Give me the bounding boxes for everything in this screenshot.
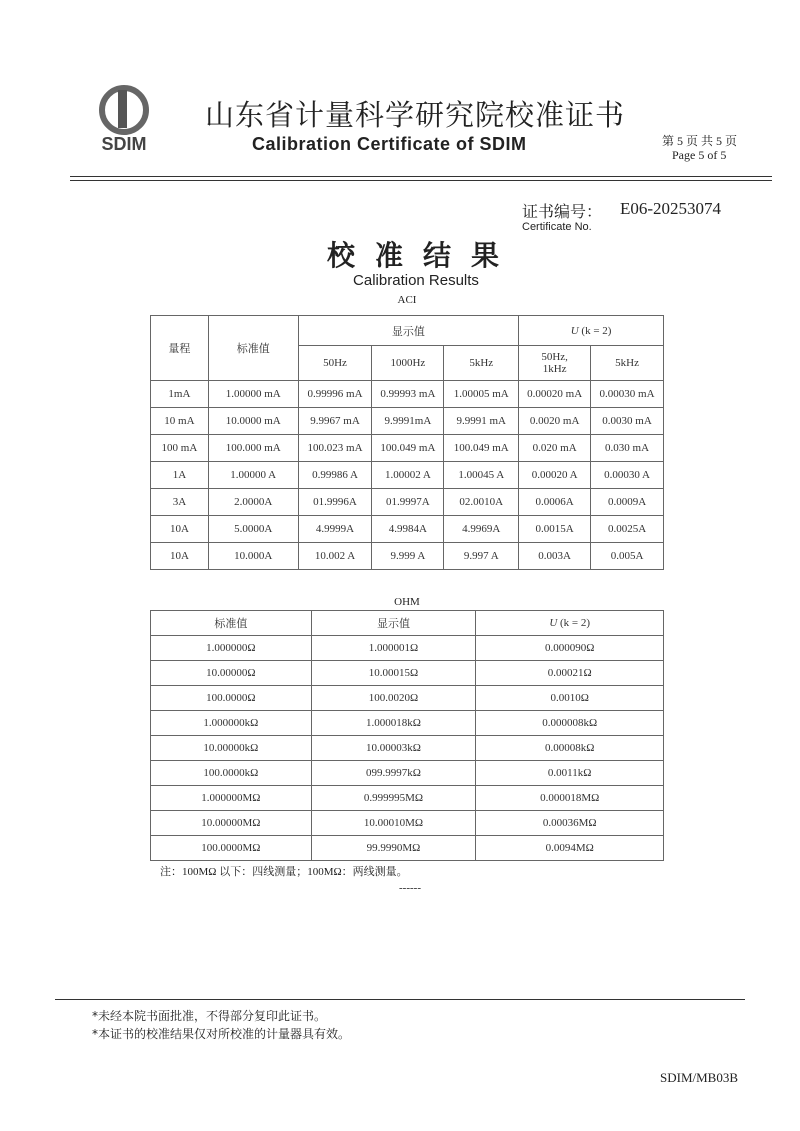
table-row [151, 408, 664, 435]
table-cell: 10.00010MΩ [311, 811, 476, 836]
footer-divider [55, 999, 745, 1000]
table-row [151, 516, 664, 543]
table-cell: 1.000000Ω [151, 636, 312, 661]
certificate-title-en: Calibration Certificate of SDIM [252, 134, 527, 154]
table-cell: 0.00030 mA [591, 381, 664, 408]
u-symbol: U [549, 617, 558, 629]
header-50hz: 50Hz [298, 346, 372, 381]
ohm-caption: OHM [394, 596, 420, 608]
sdim-logo [92, 84, 156, 154]
table-cell: 10A [151, 516, 209, 543]
table-cell: 9.9991 mA [444, 408, 519, 435]
table-row [151, 711, 664, 736]
table-row [151, 836, 664, 861]
table-cell: 10.00000MΩ [151, 811, 312, 836]
ohm-note: 注：100MΩ 以下：四线测量；100MΩ：两线测量。 [160, 866, 408, 878]
table-cell: 1.000001Ω [311, 636, 476, 661]
table-cell: 9.9967 mA [298, 408, 372, 435]
table-cell: 0.00020 mA [519, 381, 591, 408]
header-u-50hz-1khz: 50Hz, 1kHz [519, 346, 591, 381]
table-cell: 0.000008kΩ [476, 711, 664, 736]
table-row [151, 381, 664, 408]
header-standard: 标准值 [151, 611, 312, 636]
header-standard: 标准值 [208, 316, 298, 381]
aci-table [150, 315, 664, 570]
header-u-5khz: 5kHz [591, 346, 664, 381]
table-cell: 0.0010Ω [476, 686, 664, 711]
table-row [151, 686, 664, 711]
table-cell: 100.0000Ω [151, 686, 312, 711]
table-cell: 0.0020 mA [519, 408, 591, 435]
table-cell: 01.9997A [372, 489, 444, 516]
table-cell: 0.000018MΩ [476, 786, 664, 811]
table-cell: 01.9996A [298, 489, 372, 516]
page-number-en: Page 5 of 5 [672, 148, 727, 162]
header-divider [70, 180, 772, 181]
table-cell: 0.00008kΩ [476, 736, 664, 761]
table-cell: 1.00000 mA [208, 381, 298, 408]
header-display: 显示值 [298, 316, 519, 346]
table-cell: 1.000000kΩ [151, 711, 312, 736]
header-uncertainty [476, 611, 664, 636]
table-cell: 0.0025A [591, 516, 664, 543]
table-row [151, 435, 664, 462]
table-cell: 100.0020Ω [311, 686, 476, 711]
table-cell: 0.00021Ω [476, 661, 664, 686]
header-5khz: 5kHz [444, 346, 519, 381]
table-cell: 0.99986 A [298, 462, 372, 489]
header-divider [70, 176, 772, 177]
certificate-title-cn: 山东省计量科学研究院校准证书 [205, 98, 626, 132]
end-mark: ------ [399, 882, 421, 894]
k-factor: (k = 2) [581, 324, 612, 337]
table-cell: 9.9991mA [372, 408, 444, 435]
page-number-cn: 第 5 页 共 5 页 [662, 134, 738, 148]
header-1000hz: 1000Hz [372, 346, 444, 381]
table-row [151, 489, 664, 516]
table-cell: 0.030 mA [591, 435, 664, 462]
table-cell: 9.999 A [372, 543, 444, 570]
table-cell: 10.000A [208, 543, 298, 570]
table-cell: 0.0006A [519, 489, 591, 516]
table-cell: 1A [151, 462, 209, 489]
table-cell: 100.023 mA [298, 435, 372, 462]
table-cell: 100.049 mA [372, 435, 444, 462]
table-row [151, 761, 664, 786]
table-cell: 100.0000kΩ [151, 761, 312, 786]
table-row [151, 786, 664, 811]
u-symbol: U [570, 324, 579, 337]
table-cell: 0.020 mA [519, 435, 591, 462]
footer-note-1: *未经本院书面批准，不得部分复印此证书。 [92, 1009, 327, 1023]
table-cell: 100.049 mA [444, 435, 519, 462]
table-cell: 0.0015A [519, 516, 591, 543]
header-uncertainty [519, 316, 664, 346]
table-cell: 0.00030 A [591, 462, 664, 489]
table-cell: 0.0094MΩ [476, 836, 664, 861]
table-cell: 1mA [151, 381, 209, 408]
table-row [151, 462, 664, 489]
table-cell: 4.9969A [444, 516, 519, 543]
table-cell: 0.999995MΩ [311, 786, 476, 811]
table-row [151, 543, 664, 570]
table-cell: 2.0000A [208, 489, 298, 516]
certificate-no-label-en: Certificate No. [522, 221, 592, 233]
table-cell: 100.0000MΩ [151, 836, 312, 861]
table-cell: 10.0000 mA [208, 408, 298, 435]
table-cell: 100 mA [151, 435, 209, 462]
table-cell: 1.00000 A [208, 462, 298, 489]
table-cell: 10.00000kΩ [151, 736, 312, 761]
table-cell: 10 mA [151, 408, 209, 435]
form-number: SDIM/MB03B [660, 1070, 739, 1085]
table-cell: 10.00000Ω [151, 661, 312, 686]
ohm-table [150, 610, 664, 861]
results-title-en: Calibration Results [353, 272, 479, 289]
table-cell: 0.0030 mA [591, 408, 664, 435]
table-cell: 0.0011kΩ [476, 761, 664, 786]
table-cell: 10A [151, 543, 209, 570]
k-factor: (k = 2) [560, 617, 591, 629]
table-cell: 0.00036MΩ [476, 811, 664, 836]
table-cell: 099.9997kΩ [311, 761, 476, 786]
footer-note-2: *本证书的校准结果仅对所校准的计量器具有效。 [92, 1027, 351, 1041]
table-cell: 10.00015Ω [311, 661, 476, 686]
table-cell: 5.0000A [208, 516, 298, 543]
table-cell: 3A [151, 489, 209, 516]
table-cell: 4.9984A [372, 516, 444, 543]
table-cell: 0.99993 mA [372, 381, 444, 408]
table-cell: 100.000 mA [208, 435, 298, 462]
table-cell: 9.997 A [444, 543, 519, 570]
table-cell: 99.9990MΩ [311, 836, 476, 861]
svg-text:SDIM: SDIM [101, 134, 147, 154]
table-cell: 10.00003kΩ [311, 736, 476, 761]
table-cell: 1.00045 A [444, 462, 519, 489]
table-cell: 1.00002 A [372, 462, 444, 489]
table-cell: 4.9999A [298, 516, 372, 543]
certificate-no-label: 证书编号： [522, 202, 603, 221]
table-cell: 0.0009A [591, 489, 664, 516]
table-cell: 0.00020 A [519, 462, 591, 489]
table-cell: 10.002 A [298, 543, 372, 570]
table-cell: 0.99996 mA [298, 381, 372, 408]
table-cell: 0.000090Ω [476, 636, 664, 661]
certificate-number: E06-20253074 [620, 199, 722, 218]
header-range: 量程 [151, 316, 209, 381]
table-cell: 02.0010A [444, 489, 519, 516]
table-cell: 1.000000MΩ [151, 786, 312, 811]
table-row [151, 636, 664, 661]
table-cell: 1.00005 mA [444, 381, 519, 408]
table-row [151, 736, 664, 761]
table-row [151, 661, 664, 686]
table-cell: 0.003A [519, 543, 591, 570]
table-cell: 0.005A [591, 543, 664, 570]
aci-caption: ACI [397, 294, 417, 306]
header-display: 显示值 [311, 611, 476, 636]
table-row [151, 811, 664, 836]
table-cell: 1.000018kΩ [311, 711, 476, 736]
results-title: 校准结果 [326, 239, 519, 272]
